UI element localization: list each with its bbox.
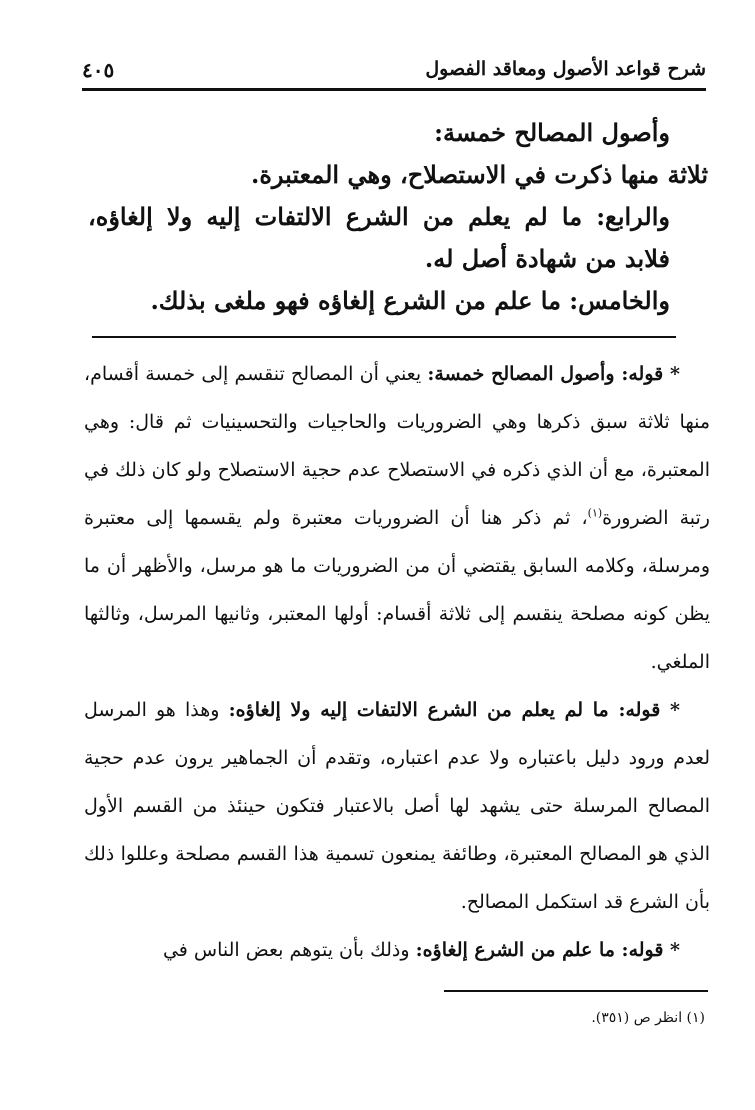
commentary-paragraph [84,926,710,974]
running-header [82,52,706,92]
footnote-ref[interactable]: (١) [587,506,603,520]
footnote-divider [444,990,708,992]
quoted-lemma: * قوله: وأصول المصالح خمسة: [427,363,680,385]
commentary-text: ، ثم ذكر هنا أن الضروريات معتبرة ولم يقسمها إلى معتبرة ومرسلة، وكلامه السابق يقتضي أن من الضروريات ما هو مرسل، والأظهر أن ما يظن كونه مصلحة ينقسم إلى ثلاثة أقسام: أولها المعتبر، وثانيها المرسل، وثالثها الملغي. [84,507,710,673]
matn-text [88,112,708,322]
commentary-text: وهذا هو المرسل لعدم ورود دليل باعتباره ولا عدم اعتباره، وتقدم أن الجماهير يرون عدم حجية المصالح المرسلة حتى يشهد لها أصل بالاعتبار فتكون حينئذ من القسم الأول الذي هو المصالح المعتبرة، وطائفة يمنعون تسمية هذا القسم مصلحة وعللوا ذلك بأن الشرع قد استكمل المصالح. [84,699,710,913]
footnote: (١) انظر ص (٣٥١). [591,1010,705,1026]
quoted-lemma: * قوله: ما علم من الشرع إلغاؤه: [415,939,680,961]
commentary-text: وذلك بأن يتوهم بعض الناس في [162,939,416,961]
header-divider [82,88,706,91]
commentary [84,350,710,974]
commentary-paragraph [84,350,710,686]
matn-line: ثلاثة منها ذكرت في الاستصلاح، وهي المعتبرة. [251,160,708,189]
quoted-lemma: * قوله: ما لم يعلم من الشرع الالتفات إليه ولا إلغاؤه: [228,699,680,721]
running-title: شرح قواعد الأصول ومعاقد الفصول [425,58,706,80]
commentary-text: يعني أن المصالح تنقسم إلى خمسة أقسام، منها ثلاثة سبق ذكرها وهي الضروريات والحاجيات والتحسينيات ثم قال: وهي المعتبرة، مع أن الذي ذكره في الاستصلاح عدم حجية الاستصلاح ولو كان ذلك في رتبة الضرورة [84,363,710,529]
matn-line: وأصول المصالح خمسة: [434,118,670,147]
page-number: ٤٠٥ [82,58,115,82]
matn-line: والرابع: ما لم يعلم من الشرع الالتفات إليه ولا إلغاؤه، فلابد من شهادة أصل له. [88,202,670,273]
commentary-paragraph [84,686,710,926]
section-divider [92,336,676,338]
matn-line: والخامس: ما علم من الشرع إلغاؤه فهو ملغى بذلك. [150,286,670,315]
